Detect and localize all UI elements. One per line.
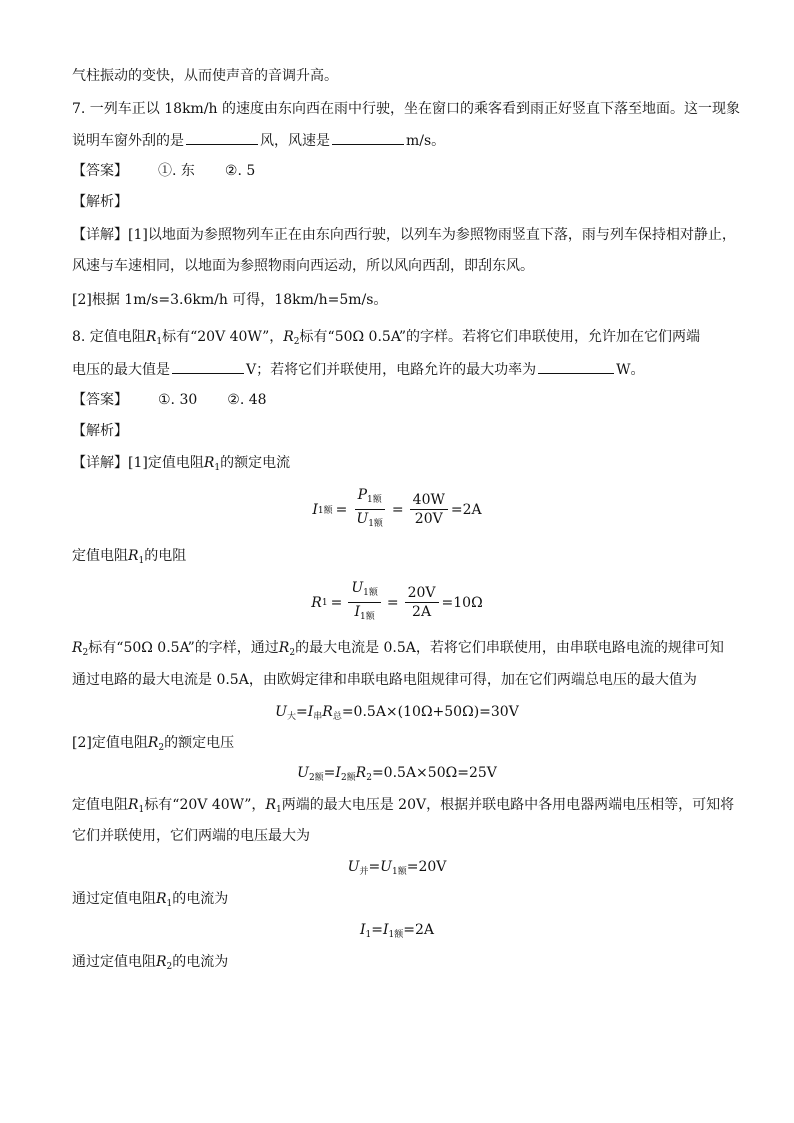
- answer-blank: [332, 130, 404, 145]
- answer-blank: [538, 359, 614, 374]
- detail-7-line-1: [72, 225, 738, 245]
- question-8-text: 电压的最大值是: [72, 362, 170, 378]
- symbol: U: [351, 580, 364, 596]
- subscript: 1: [166, 899, 173, 909]
- fraction: [410, 491, 448, 528]
- symbol: I: [382, 922, 389, 938]
- subscript: 2: [289, 648, 296, 658]
- text-line: [72, 733, 738, 758]
- detail-text: 的最大电流是 0.5A，若将它们串联使用，由串联电路电流的规律可知: [295, 640, 724, 656]
- subscript: 1: [365, 930, 372, 940]
- formula-rated-voltage: [0, 763, 794, 788]
- formula-rated-current: [0, 486, 794, 533]
- subscript: 2: [158, 743, 165, 753]
- text-line: [72, 66, 738, 86]
- detail-7-line-3: [72, 290, 738, 310]
- question-8-line-2: [72, 359, 738, 380]
- subscript: 总: [332, 712, 342, 722]
- detail-text: 【详解】[1]以地面为参照物列车正在由东向西行驶，以列车为参照物雨竖直下落，雨与列车保持相对静止，: [72, 227, 736, 243]
- answer-8-line: [72, 390, 738, 410]
- detail-text: 通过定值电阻: [72, 954, 156, 970]
- text-line: [72, 638, 738, 663]
- detail-text: [2]定值电阻: [72, 735, 148, 751]
- question-7-text: 说明车窗外刮的是: [72, 133, 184, 149]
- formula-result: =0.5A×(10Ω+50Ω)=30V: [341, 704, 519, 720]
- subscript: 1额: [391, 867, 407, 877]
- answer-blank: [172, 359, 244, 374]
- denominator: 2A: [412, 604, 432, 620]
- question-7-text: 风，风速是: [260, 133, 330, 149]
- subscript: 1: [321, 597, 328, 608]
- equals-sign: =: [330, 594, 343, 611]
- subscript: 大: [286, 712, 296, 722]
- equals-sign: =: [386, 594, 399, 611]
- formula-resistance: [0, 579, 794, 626]
- numerator: 20V: [405, 584, 439, 603]
- detail-8-line-1: [72, 453, 738, 478]
- detail-text: [2]根据 1m/s=3.6km/h 可得，18km/h=5m/s。: [72, 292, 388, 308]
- subscript: 1额: [359, 612, 375, 622]
- detail-text: 风速与车速相同，以地面为参照物雨向西运动，所以风向西刮，即刮东风。: [72, 258, 534, 274]
- symbol: I: [354, 604, 360, 620]
- question-8-line-1: [72, 327, 738, 352]
- subscript: 2: [166, 962, 173, 972]
- analysis-7-tag: [72, 192, 738, 212]
- subscript: 1额: [317, 506, 333, 516]
- detail-text: 的额定电流: [220, 455, 291, 471]
- symbol: I: [307, 704, 314, 720]
- symbol: U: [275, 704, 287, 720]
- symbol: I: [359, 922, 366, 938]
- question-7-text: 7. 一列车正以 18km/h 的速度由东向西在雨中行驶，坐在窗口的乘客看到雨正好竖直下落至地面。这一现象: [72, 101, 741, 117]
- text-line: [72, 952, 738, 977]
- detail-text: 标有“50Ω 0.5A”的字样，通过: [88, 640, 279, 656]
- subscript: 1额: [388, 930, 404, 940]
- subscript: 2: [366, 773, 372, 783]
- fraction: [405, 584, 439, 621]
- subscript: 1额: [368, 519, 383, 529]
- text-line: [72, 670, 738, 690]
- subscript: 2: [293, 337, 300, 347]
- symbol: R: [145, 329, 157, 345]
- answer-item: ②. 48: [227, 392, 267, 408]
- question-8-text: W。: [616, 362, 645, 378]
- subscript: 串: [313, 712, 323, 722]
- subscript: 1额: [363, 588, 378, 598]
- symbol: R: [322, 704, 333, 720]
- equals-sign: =: [368, 859, 381, 875]
- formula-result: =20V: [406, 859, 447, 875]
- answer-tag: 【答案】: [72, 163, 128, 179]
- analysis-tag: 【解析】: [72, 423, 128, 439]
- question-8-text: 标有“50Ω 0.5A”的字样。若将它们串联使用，允许加在它们两端: [299, 329, 701, 345]
- subscript: 2额: [308, 773, 324, 783]
- detail-text: 的额定电压: [164, 735, 235, 751]
- symbol: R: [72, 640, 83, 656]
- detail-text: 的电流为: [172, 891, 229, 907]
- answer-item: ①. 30: [158, 392, 198, 408]
- question-8-text: V；若将它们并联使用，电路允许的最大功率为: [246, 362, 537, 378]
- symbol: I: [312, 501, 318, 518]
- answer-tag: 【答案】: [72, 392, 128, 408]
- symbol: R: [128, 797, 139, 813]
- subscript: 1: [156, 337, 163, 347]
- formula-max-voltage: [0, 702, 794, 727]
- formula-current-r1: [0, 920, 794, 945]
- detail-text: 它们并联使用，它们两端的电压最大为: [72, 828, 310, 844]
- detail-text: 通过定值电阻: [72, 891, 156, 907]
- subscript: 1: [275, 805, 282, 815]
- equals-sign: =: [335, 501, 348, 518]
- symbol: P: [357, 487, 367, 503]
- question-8-text: 8. 定值电阻: [72, 329, 146, 345]
- question-7-line-2: [72, 130, 738, 151]
- subscript: 2: [82, 648, 89, 658]
- answer-item: ①. 东: [158, 163, 195, 179]
- formula-parallel-voltage: [0, 857, 794, 882]
- symbol: R: [156, 891, 167, 907]
- numerator: 40W: [410, 491, 448, 510]
- subscript: 并: [359, 867, 369, 877]
- symbol: I: [335, 765, 341, 781]
- detail-7-line-2: [72, 256, 738, 276]
- equals-sign: =: [371, 922, 383, 938]
- formula-result: =0.5A×50Ω=25V: [371, 765, 497, 781]
- subscript: 1额: [366, 495, 382, 505]
- answer-blank: [186, 130, 258, 145]
- subscript: 1: [138, 556, 145, 566]
- text-line: [72, 795, 738, 820]
- answer-7-line: [72, 161, 738, 181]
- symbol: U: [356, 511, 369, 527]
- detail-text: 通过电路的最大电流是 0.5A，由欧姆定律和串联电路电阻规律可得，加在它们两端总电压的最大值为: [72, 672, 697, 688]
- subscript: 2额: [340, 773, 356, 783]
- formula-result: =10Ω: [441, 594, 483, 611]
- symbol: U: [347, 859, 360, 875]
- equals-sign: =: [391, 501, 404, 518]
- denominator: 20V: [414, 511, 443, 527]
- text-line: [72, 546, 738, 571]
- detail-text: 定值电阻: [72, 548, 128, 564]
- subscript: 1: [138, 805, 145, 815]
- detail-text: 标有“20V 40W”，: [144, 797, 266, 813]
- symbol: R: [355, 765, 367, 781]
- analysis-8-tag: [72, 421, 738, 441]
- subscript: 1: [214, 463, 221, 473]
- fraction: [348, 579, 381, 626]
- symbol: R: [203, 455, 215, 471]
- paragraph-text: 气柱振动的变快，从而使声音的音调升高。: [72, 68, 338, 84]
- detail-text: 定值电阻: [72, 797, 128, 813]
- symbol: U: [380, 859, 392, 875]
- symbol: R: [265, 797, 276, 813]
- detail-text: 【详解】[1]定值电阻: [72, 455, 204, 471]
- equals-sign: =: [323, 765, 336, 781]
- question-7-line-1: [72, 99, 741, 119]
- analysis-tag: 【解析】: [72, 194, 128, 210]
- fraction: [353, 486, 386, 533]
- symbol: U: [297, 765, 309, 781]
- answer-item: ②. 5: [224, 163, 256, 179]
- symbol: R: [147, 735, 159, 751]
- equals-sign: =: [295, 704, 308, 720]
- question-8-text: 标有“20V 40W”，: [162, 329, 284, 345]
- symbol: R: [311, 594, 322, 611]
- detail-text: 的电阻: [144, 548, 187, 564]
- detail-text: 两端的最大电压是 20V，根据并联电路中各用电器两端电压相等，可知将: [281, 797, 735, 813]
- symbol: R: [278, 640, 290, 656]
- symbol: R: [283, 329, 294, 345]
- detail-text: 的电流为: [172, 954, 229, 970]
- question-7-text: m/s。: [406, 133, 446, 149]
- formula-result: =2A: [403, 922, 434, 938]
- text-line: [72, 889, 738, 914]
- text-line: [72, 826, 738, 846]
- formula-result: =2A: [450, 501, 482, 518]
- symbol: R: [156, 954, 167, 970]
- symbol: R: [128, 548, 139, 564]
